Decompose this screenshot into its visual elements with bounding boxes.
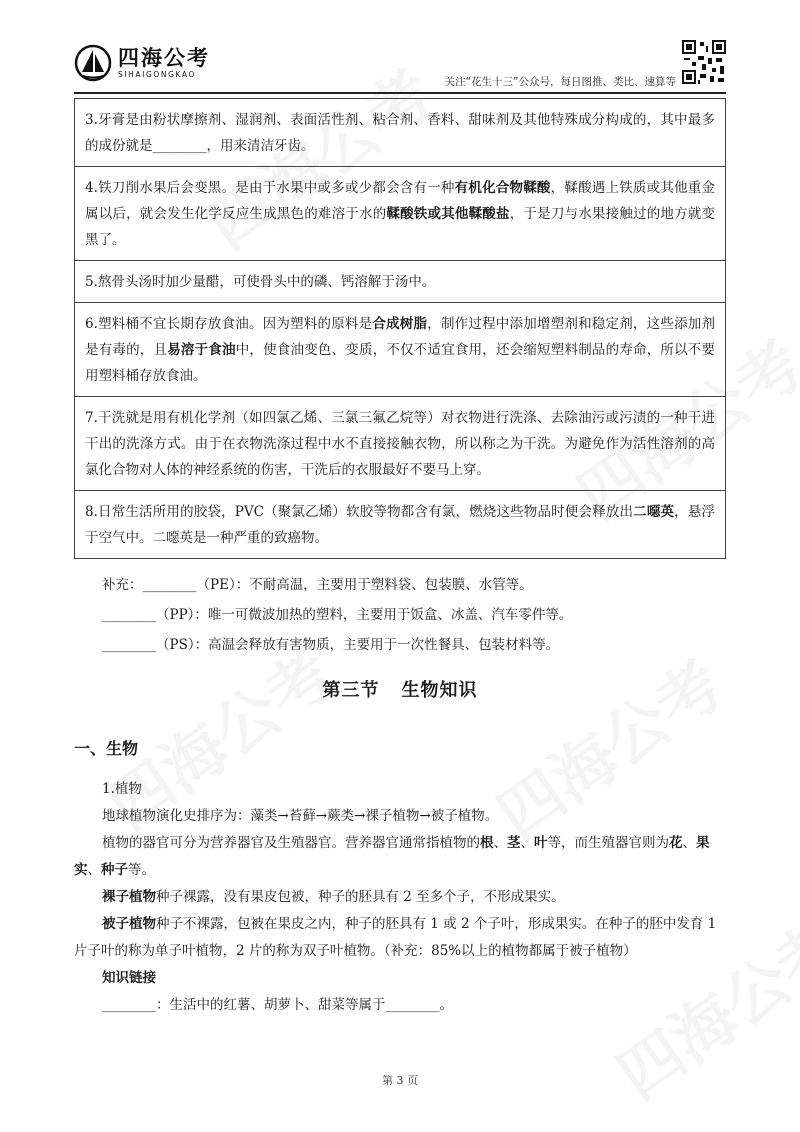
bold-term: 裸子植物	[102, 889, 156, 905]
text-run: 、	[682, 835, 696, 851]
text-run: 、	[520, 835, 534, 851]
section-title	[0, 676, 800, 702]
knowledge-link-text: ________：生活中的红薯、胡萝卜、甜菜等属于________。	[102, 997, 453, 1013]
page-number: 第 3 页	[382, 1074, 418, 1087]
text-run: ，鞣酸遇上铁质或其他重金属以后，就会发生化学反应生成黑色的难溶于水的	[85, 180, 716, 222]
text-run: 6.塑料桶不宜长期存放食油。因为塑料的原料是	[85, 316, 373, 332]
table-cell	[75, 303, 726, 397]
table-row	[75, 491, 726, 559]
paragraph-angiosperms	[74, 911, 726, 965]
table-cell	[75, 261, 726, 303]
section-name: 生物知识	[401, 680, 478, 701]
supplement-line: ________（PS）：高温会释放有害物质，主要用于一次性餐具、包装材料等。	[102, 637, 560, 653]
paragraph-evolution: 地球植物演化史排序为：藻类→苔藓→蕨类→裸子植物→被子植物。	[102, 808, 499, 824]
logo-subtitle: SIHAIGONGKAO	[118, 70, 196, 79]
supplement-line: ________（PP）：唯一可微波加热的塑料，主要用于饭盒、冰盖、汽车零件等。	[102, 607, 573, 623]
text-run: 4.铁刀削水果后会变黑。是由于水果中或多或少都会含有一种	[85, 180, 455, 196]
bold-term: 种子	[101, 862, 128, 878]
table-row	[75, 99, 726, 167]
bold-term: 果实	[74, 835, 710, 878]
header-divider	[74, 92, 726, 94]
table-cell	[75, 167, 726, 261]
text-run: 种子不裸露，包被在果皮之内，种子的胚具有 1 或 2 个子叶，形成果实。在种子的胚中发育 1 片子叶的称为单子叶植物，2 片的称为双子叶植物。（补充：85%以上的植物都属于被子植物）	[74, 916, 717, 959]
logo-text: 四海公考	[118, 46, 210, 70]
logo	[74, 44, 210, 82]
table-row	[75, 397, 726, 491]
header-slogan: 关注“花生十三”公众号，每日图推、类比、速算等	[444, 76, 676, 88]
text-run: 、	[87, 862, 101, 878]
bold-term: 合成树脂	[372, 316, 428, 332]
page-header	[74, 40, 726, 94]
bold-term: 茎	[507, 835, 521, 851]
heading-biology: 一、生物	[74, 739, 139, 758]
text-run: 种子裸露，没有果皮包被，种子的胚具有 2 至多个子，不形成果实。	[156, 889, 565, 905]
text-run: 植物的器官可分为营养器官及生殖器官。营养器官通常指植物的	[102, 835, 480, 851]
text-run: 、	[493, 835, 507, 851]
bold-term: 易溶于食油	[167, 342, 236, 358]
subheading-plants: 1.植物	[102, 781, 142, 797]
paragraph-organs	[74, 830, 726, 884]
text-run: 等。	[128, 862, 155, 878]
table-cell	[75, 397, 726, 491]
text-run: ，悬浮于空气中。二噁英是一种严重的致癌物。	[85, 504, 716, 546]
bold-term: 花	[669, 835, 683, 851]
table-row	[75, 261, 726, 303]
bold-term: 被子植物	[102, 916, 156, 932]
section-number: 第三节	[322, 680, 380, 701]
paragraph-gymnosperms	[74, 884, 726, 911]
text-run: 7.干洗就是用有机化学剂（如四氯乙烯、三氯三氟乙烷等）对衣物进行洗涤、去除油污或污渍的一种干进干出的洗涤方式。由于在衣物洗涤过程中水不直接接触衣物，所以称之为干洗。为避免作为活性溶剂的高氯化合物对人体的神经系统的伤害，干洗后的衣服最好不要马上穿。	[85, 410, 715, 478]
knowledge-table	[74, 98, 726, 559]
bold-term: 二噁英	[633, 504, 675, 520]
table-cell	[75, 99, 726, 167]
bold-term: 根	[480, 835, 494, 851]
text-run: ，制作过程中添加增塑剂和稳定剂，这些添加剂是有毒的，且	[85, 316, 716, 358]
table-cell	[75, 491, 726, 559]
bold-term: 鞣酸铁或其他鞣酸盐	[386, 206, 510, 222]
knowledge-link-title: 知识链接	[102, 970, 156, 986]
supplement	[74, 572, 726, 659]
text-run: 5.熬骨头汤时加少量醋，可使骨头中的磷、钙溶解于汤中。	[85, 274, 436, 290]
qr-code-icon	[682, 40, 726, 84]
bold-term: 叶	[534, 835, 548, 851]
table-row	[75, 167, 726, 261]
table-row	[75, 303, 726, 397]
text-run: 等，而生殖器官则为	[547, 835, 669, 851]
text-run: 8.日常生活所用的胶袋，PVC（聚氯乙烯）软胶等物都含有氯，燃烧这些物品时便会释放出	[85, 504, 634, 520]
body-text	[74, 776, 726, 1019]
bold-term: 有机化合物鞣酸	[454, 180, 551, 196]
sailboat-logo-icon	[74, 44, 112, 82]
text-run: 3.牙膏是由粉状摩擦剂、湿润剂、表面活性剂、粘合剂、香料、甜味剂及其他特殊成分构成的，其中最多的成份就是________，用来清洁牙齿。	[85, 112, 715, 154]
text-run: 中，使食油变色、变质，不仅不适宜食用，还会缩短塑料制品的寿命，所以不要用塑料桶存放食油。	[85, 342, 716, 384]
supplement-line: 补充：________（PE）：不耐高温，主要用于塑料袋、包装膜、水管等。	[102, 577, 533, 593]
text-run: ，于是刀与水果接触过的地方就变黑了。	[85, 206, 716, 248]
